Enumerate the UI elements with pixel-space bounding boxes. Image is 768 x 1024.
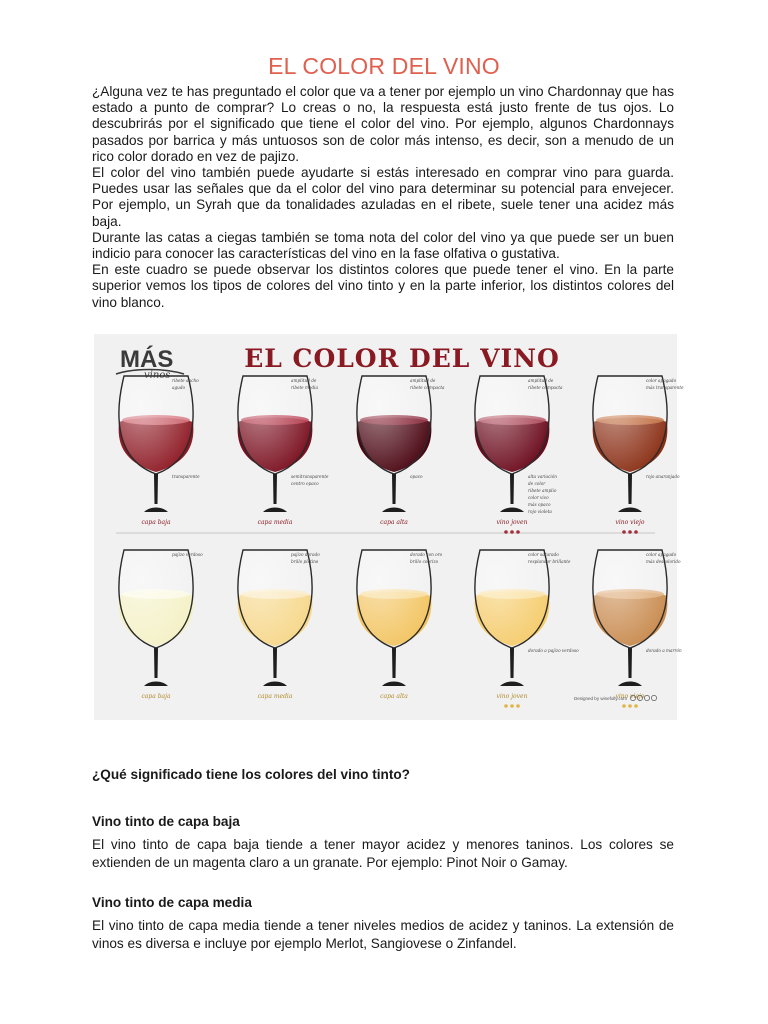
glass-note: centro opaco: [291, 481, 319, 486]
glass-note: alta variación: [528, 474, 557, 479]
glass-note: más opaco: [528, 502, 551, 507]
glass-bowl: [593, 376, 667, 474]
glass-foot: [144, 508, 168, 513]
glass-note: color apagado: [646, 552, 677, 557]
glass-label: vino joven: [496, 693, 528, 700]
rating-dot: [504, 530, 508, 534]
wine-glass: [593, 550, 668, 686]
glass-stem: [628, 648, 632, 678]
glass-note: resplandor brillante: [528, 559, 571, 564]
glass-foot: [618, 508, 642, 513]
glass-label: capa alta: [380, 519, 408, 526]
rating-dot: [516, 704, 520, 708]
glass-note: amplitud de: [528, 378, 554, 383]
glass-stem: [154, 648, 158, 678]
glass-foot: [144, 682, 168, 687]
glass-note: amplitud de: [291, 378, 317, 383]
credit-text: Designed by winefolly.com: [574, 696, 627, 701]
infographic-title: EL COLOR DEL VINO: [244, 344, 560, 373]
glass-bowl: [593, 550, 667, 648]
section-heading-capa-baja: Vino tinto de capa baja: [92, 814, 240, 829]
glass-note: pajizo verdoso: [172, 552, 203, 557]
glass-bowl: [475, 550, 549, 648]
infographic-canvas: [94, 334, 684, 720]
rating-dot: [634, 530, 638, 534]
wine-color-infographic: [94, 334, 684, 720]
question-heading: ¿Qué significado tiene los colores del vino tinto?: [92, 767, 410, 782]
glass-note: amplitud de: [410, 378, 436, 383]
glass-stem: [628, 474, 632, 504]
glass-note: color vivo: [528, 495, 549, 500]
wine-glass: [357, 376, 432, 512]
glass-note: color apagado: [646, 378, 677, 383]
glass-note: ribete ancho: [172, 378, 199, 383]
glass-stem: [392, 474, 396, 504]
glass-stem: [273, 648, 277, 678]
glass-stem: [510, 474, 514, 504]
wine-glass: [357, 550, 432, 686]
glass-note: agudo: [172, 385, 186, 390]
glass-foot: [263, 682, 287, 687]
white-wine-row: [119, 550, 682, 708]
glass-bowl: [238, 550, 312, 648]
rating-dot: [622, 704, 626, 708]
glass-note: dorado a pajizo verdoso: [528, 648, 579, 653]
glass-label: capa baja: [141, 519, 171, 526]
glass-note: de color: [528, 481, 546, 486]
glass-note: transparente: [172, 474, 200, 479]
rating-dot: [622, 530, 626, 534]
section-heading-capa-media: Vino tinto de capa media: [92, 895, 252, 910]
page-title: EL COLOR DEL VINO: [268, 53, 500, 80]
glass-note: color saturado: [528, 552, 559, 557]
red-wine-row: [119, 376, 684, 534]
glass-label: vino viejo: [615, 693, 645, 700]
section-text-capa-baja: El vino tinto de capa baja tiende a tener mayor acidez y menores taninos. Los colores se extienden de un magenta claro a un granate. Por ejemplo: Pinot Noir o Gamay.: [92, 837, 674, 870]
glass-note: ribete compacta: [410, 385, 445, 390]
rating-dot: [628, 530, 632, 534]
glass-note: opaco: [410, 474, 423, 479]
rating-dot: [504, 704, 508, 708]
glass-bowl: [475, 376, 549, 474]
wine-glass: [238, 550, 313, 686]
intro-paragraph: El color del vino también puede ayudarte si estás interesado en comprar vino para guarda. Puedes usar las señales que da el color del vino para determinar su potencial para envejecer. Por ejemplo, un Syrah que da tonalidades azuladas en el ribete, suele tener una acidez más baja.: [92, 165, 674, 229]
glass-bowl: [119, 550, 193, 648]
intro-paragraph: ¿Alguna vez te has preguntado el color que va a tener por ejemplo un vino Chardonnay que has estado a punto de comprar? Lo creas o no, la respuesta está justo frente de tus ojos. Lo descubrirás por el significado que tiene el color del vino. Por ejemplo, algunos Chardonnays pasados por barrica y más untuosos son de color más intenso, es decir, son a menudo de un rico color dorado en vez de pajizo.: [92, 84, 674, 164]
glass-note: rojo violeta: [528, 509, 552, 514]
glass-stem: [273, 474, 277, 504]
glass-bowl: [119, 376, 193, 474]
intro-paragraph: En este cuadro se puede observar los distintos colores que puede tener el vino. En la parte superior vemos los tipos de colores del vino tinto y en la parte inferior, los distintos colores del vino blanco.: [92, 262, 674, 310]
rating-dot: [510, 530, 514, 534]
section-text-capa-media: El vino tinto de capa media tiende a tener niveles medios de acidez y taninos. La extensión de vinos es diversa e incluye por ejemplo Merlot, Sangiovese o Zinfandel.: [92, 918, 674, 951]
glass-bowl: [238, 376, 312, 474]
rating-dot: [634, 704, 638, 708]
glass-foot: [263, 508, 287, 513]
glass-note: ribete media: [291, 385, 318, 390]
glass-label: capa baja: [141, 693, 171, 700]
glass-label: capa media: [257, 693, 293, 700]
glass-note: más descolorido: [646, 559, 681, 564]
glass-foot: [500, 508, 524, 513]
glass-note: brillo cobrizo: [410, 559, 439, 564]
glass-foot: [500, 682, 524, 687]
glass-note: dorado a marrón: [646, 648, 682, 653]
glass-label: capa alta: [380, 693, 408, 700]
rating-dot: [516, 530, 520, 534]
glass-note: pajizo dorado: [291, 552, 320, 557]
glass-foot: [618, 682, 642, 687]
intro-paragraph: Durante las catas a ciegas también se toma nota del color del vino ya que puede ser un buen indicio para conocer las características del vino en la fase olfativa o gustativa.: [92, 229, 674, 262]
wine-glass: [593, 376, 668, 512]
wine-glass: [475, 550, 550, 686]
glass-label: vino viejo: [615, 519, 645, 526]
glass-label: capa media: [257, 519, 293, 526]
glass-stem: [510, 648, 514, 678]
wine-glass: [119, 376, 194, 512]
rating-dot: [510, 704, 514, 708]
wine-glass: [238, 376, 313, 512]
intro-text: [92, 84, 674, 311]
rating-dot: [628, 704, 632, 708]
glass-note: más transparente: [646, 385, 684, 390]
glass-note: brillo platino: [291, 559, 319, 564]
glass-note: semitransparente: [291, 474, 329, 479]
glass-bowl: [357, 376, 431, 474]
glass-foot: [382, 508, 406, 513]
glass-note: ribete compacta: [528, 385, 563, 390]
wine-glass: [119, 550, 194, 686]
glass-stem: [392, 648, 396, 678]
glass-note: dorado con oro: [410, 552, 443, 557]
glass-note: ribete amplio: [528, 488, 557, 493]
glass-note: rojo anaranjado: [646, 474, 680, 479]
logo-text: MÁS: [120, 346, 174, 373]
glass-bowl: [357, 550, 431, 648]
glass-stem: [154, 474, 158, 504]
glass-label: vino joven: [496, 519, 528, 526]
glass-foot: [382, 682, 406, 687]
